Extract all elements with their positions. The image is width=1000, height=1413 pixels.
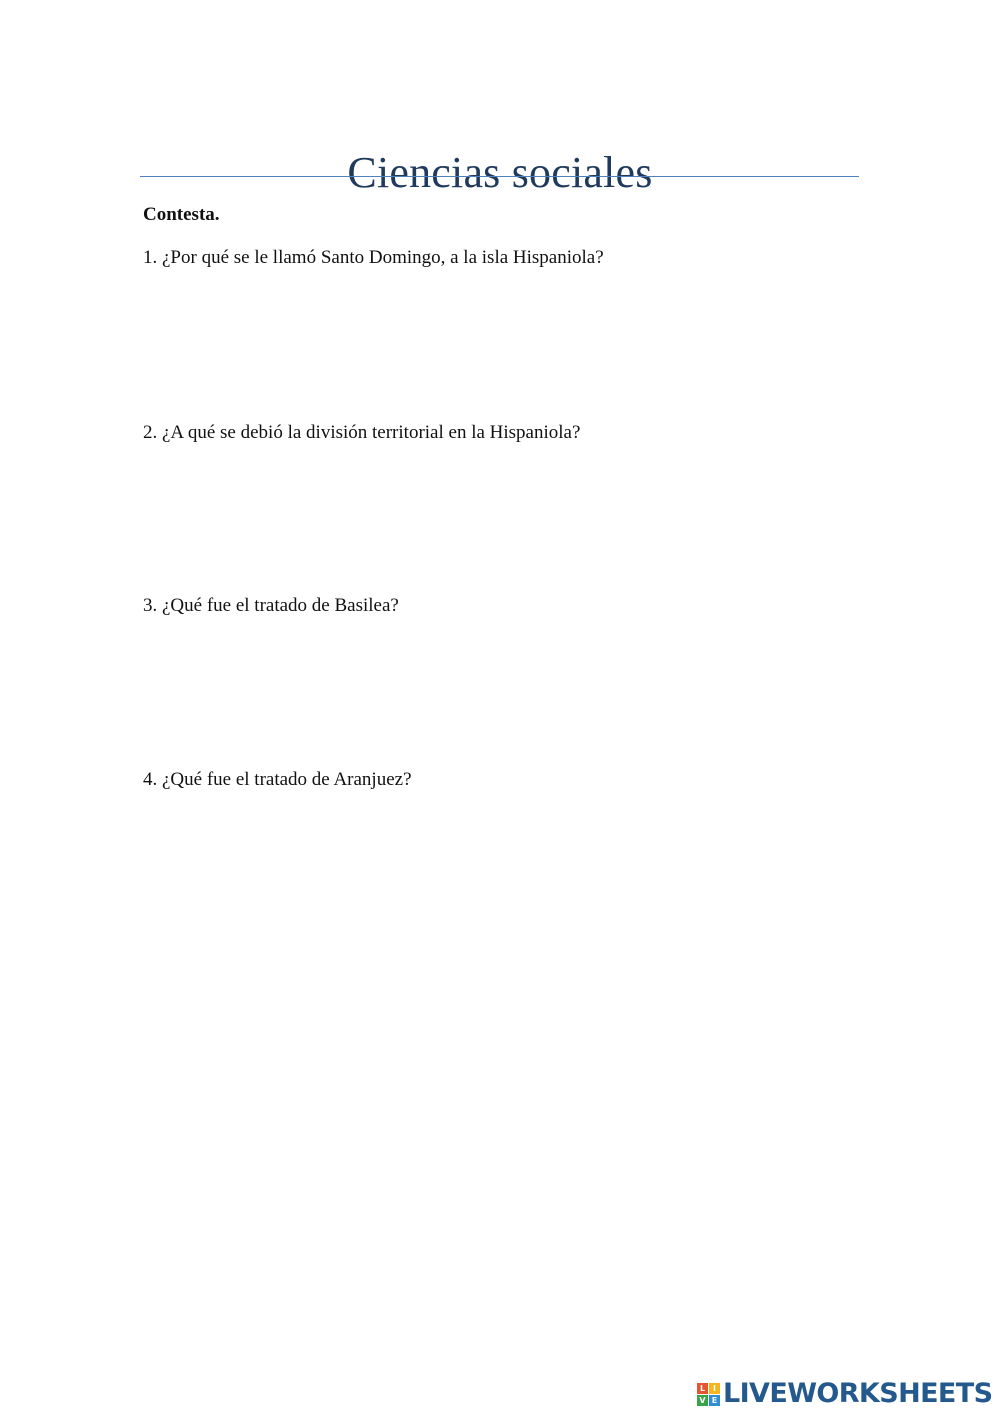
logo-wordmark: LIVEWORKSHEETS bbox=[723, 1378, 993, 1409]
title-underline bbox=[140, 176, 859, 177]
liveworksheets-logo bbox=[697, 1376, 992, 1412]
logo-letter-e: E bbox=[709, 1395, 720, 1406]
page-title: Ciencias sociales bbox=[347, 148, 653, 198]
question-4: 4. ¿Qué fue el tratado de Aranjuez? bbox=[143, 769, 412, 790]
question-1: 1. ¿Por qué se le llamó Santo Domingo, a la isla Hispaniola? bbox=[143, 247, 604, 268]
logo-letter-i: I bbox=[709, 1383, 720, 1394]
question-2: 2. ¿A qué se debió la división territorial en la Hispaniola? bbox=[143, 422, 581, 443]
logo-letter-l: L bbox=[697, 1383, 708, 1394]
question-3: 3. ¿Qué fue el tratado de Basilea? bbox=[143, 595, 399, 616]
logo-mark-icon bbox=[697, 1383, 720, 1406]
instruction-label: Contesta. bbox=[143, 204, 220, 225]
logo-letter-v: V bbox=[697, 1395, 708, 1406]
